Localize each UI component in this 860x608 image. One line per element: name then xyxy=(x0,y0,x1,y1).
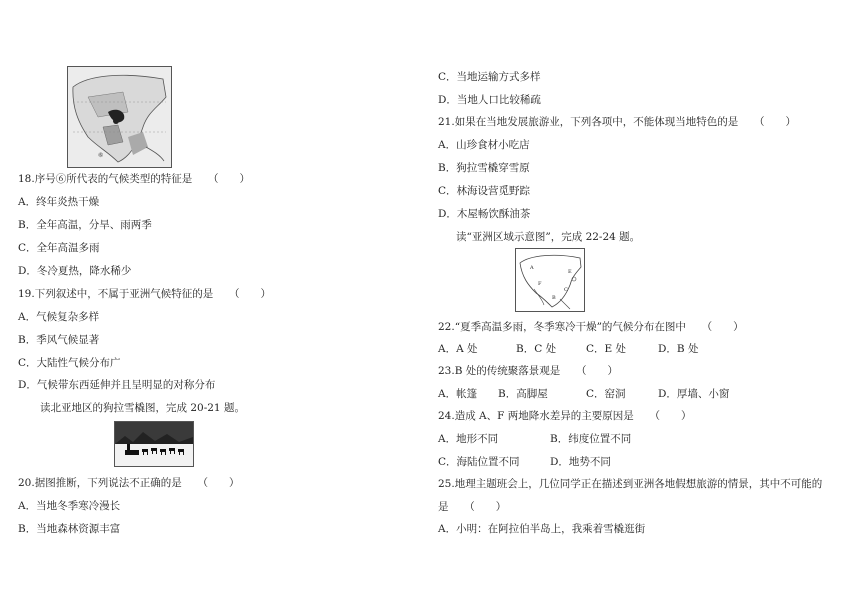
intro-22-24: 读“亚洲区域示意图”，完成 22-24 题。 xyxy=(456,231,641,243)
svg-text:B: B xyxy=(552,295,556,301)
q24-option-d[interactable]: D．地势不同 xyxy=(550,456,611,468)
question-21-stem: 21.如果在当地发展旅游业，下列各项中，不能体现当地特色的是 （ ） xyxy=(438,116,796,128)
q20-option-d[interactable]: D．当地人口比较稀疏 xyxy=(438,94,541,106)
question-18-stem: 18.序号⑥所代表的气候类型的特征是 （ ） xyxy=(18,173,250,185)
asia-climate-map xyxy=(67,66,172,168)
q18-option-a[interactable]: A．终年炎热干燥 xyxy=(18,196,100,208)
q19-option-b[interactable]: B．季风气候显著 xyxy=(18,334,100,346)
q22-option-d[interactable]: D．B 处 xyxy=(658,343,699,355)
q23-option-b[interactable]: B．高脚屋 xyxy=(498,388,548,400)
q18-option-c[interactable]: C．全年高温多雨 xyxy=(18,242,100,254)
q19-option-d[interactable]: D．气候带东西延伸并且呈明显的对称分布 xyxy=(18,379,216,391)
asia-region-map xyxy=(515,248,585,312)
q20-option-c[interactable]: C．当地运输方式多样 xyxy=(438,71,541,83)
q21-option-a[interactable]: A．山珍食材小吃店 xyxy=(438,139,530,151)
q22-option-c[interactable]: C．E 处 xyxy=(586,343,627,355)
question-23-stem: 23.B 处的传统聚落景观是 （ ） xyxy=(438,365,619,377)
svg-text:⑥: ⑥ xyxy=(98,152,104,159)
svg-text:C: C xyxy=(564,287,568,293)
q24-option-b[interactable]: B．纬度位置不同 xyxy=(550,433,632,445)
question-22-stem: 22.“夏季高温多雨，冬季寒冷干燥”的气候分布在图中 （ ） xyxy=(438,321,744,333)
q25-option-a[interactable]: A．小明：在阿拉伯半岛上，我乘着雪橇逛街 xyxy=(438,523,646,535)
q20-option-b[interactable]: B．当地森林资源丰富 xyxy=(18,523,121,535)
question-19-stem: 19.下列叙述中，不属于亚洲气候特征的是 （ ） xyxy=(18,288,271,300)
q23-option-a[interactable]: A．帐篷 xyxy=(438,388,478,400)
dog-sled-photo xyxy=(114,421,194,467)
q19-option-a[interactable]: A．气候复杂多样 xyxy=(18,311,100,323)
q20-option-a[interactable]: A．当地冬季寒冷漫长 xyxy=(18,500,121,512)
svg-text:E: E xyxy=(568,269,572,275)
question-25-stem-line1: 25.地理主题班会上，几位同学正在描述到亚洲各地假想旅游的情景，其中不可能的 xyxy=(438,478,823,490)
q22-option-b[interactable]: B．C 处 xyxy=(516,343,557,355)
q18-option-b[interactable]: B．全年高温，分旱、雨两季 xyxy=(18,219,152,231)
q24-option-c[interactable]: C．海陆位置不同 xyxy=(438,456,520,468)
q21-option-d[interactable]: D．木屋畅饮酥油茶 xyxy=(438,208,531,220)
question-24-stem: 24.造成 A、F 两地降水差异的主要原因是 （ ） xyxy=(438,410,692,422)
q22-option-a[interactable]: A．A 处 xyxy=(438,343,478,355)
svg-text:F: F xyxy=(538,281,542,287)
question-20-stem: 20.据图推断，下列说法不正确的是 （ ） xyxy=(18,477,240,489)
q21-option-c[interactable]: C．林海设营觅野踪 xyxy=(438,185,531,197)
svg-text:A: A xyxy=(530,265,534,271)
q19-option-c[interactable]: C．大陆性气候分布广 xyxy=(18,357,121,369)
q18-option-d[interactable]: D．冬冷夏热，降水稀少 xyxy=(18,265,132,277)
q23-option-c[interactable]: C．窑洞 xyxy=(586,388,626,400)
intro-20-21: 读北亚地区的狗拉雪橇图，完成 20-21 题。 xyxy=(40,402,245,414)
q23-option-d[interactable]: D．厚墙、小窗 xyxy=(658,388,730,400)
question-25-stem-line2: 是 （ ） xyxy=(438,501,507,513)
q24-option-a[interactable]: A．地形不同 xyxy=(438,433,499,445)
q21-option-b[interactable]: B．狗拉雪橇穿雪原 xyxy=(438,162,530,174)
